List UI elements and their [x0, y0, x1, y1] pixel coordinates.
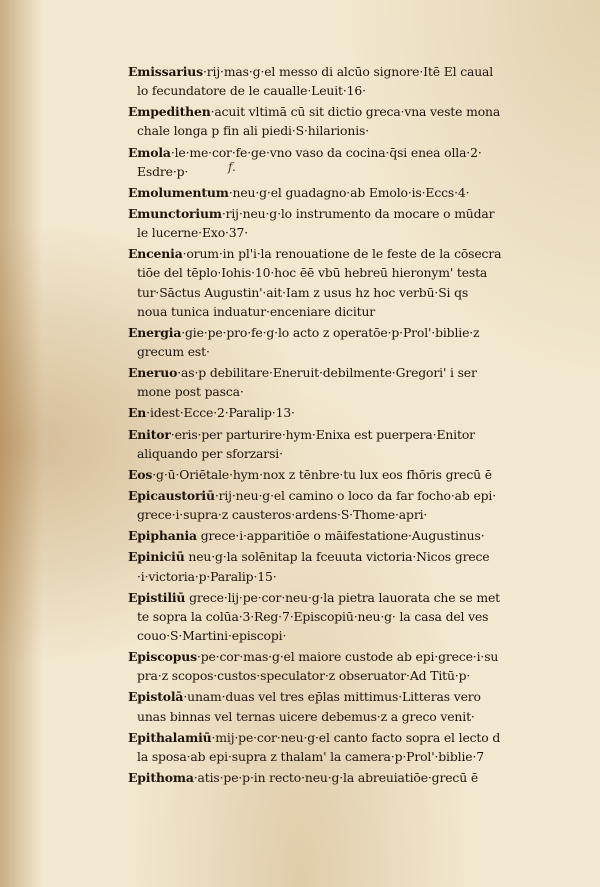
continuation-line [128, 263, 580, 282]
entry-text: ·unam·duas vel tres ep̄las mittimus·Litteras vero [183, 689, 481, 705]
entry-text: ·mij·pe·cor·neu·g·el canto facto sopra el lecto d [211, 729, 501, 745]
entry-text: lo fecundatore de le caualle·Leuit·16· [137, 83, 366, 99]
entry-lemma: Emissarius [128, 64, 203, 79]
entry-line [128, 465, 580, 484]
entry-text: mone post pasca· [137, 384, 244, 400]
entry-text: grece·i·supra·z causteros·ardens·S·Thome·apri· [137, 507, 428, 523]
entry-line [128, 204, 580, 223]
entry-text: tur·Sāctus Augustin'·ait·Iam z usus hz hoc verbū·Si qs [137, 284, 469, 300]
entry-line [128, 425, 580, 444]
entry-lemma: Epicaustoriū [128, 487, 215, 503]
entry-text: ·rij·neu·g·el camino o loco da far focho·ab epi· [214, 487, 497, 503]
entry-line [128, 62, 580, 81]
entry-lemma: Epithoma [128, 769, 194, 785]
entry-lemma: Epistolā [128, 689, 184, 705]
entry-text: ·i·victoria·p·Paralip·15· [137, 568, 277, 584]
continuation-line [128, 607, 580, 626]
entry-text: ·neu·g·el guadagno·ab Emolo·is·Eccs·4· [228, 184, 470, 200]
entry-lemma: Emolumentum [128, 184, 229, 200]
continuation-line [128, 302, 580, 321]
entry-text: aliquando per sforzarsi· [137, 445, 283, 461]
continuation-line [128, 121, 580, 140]
entry-lemma: Emunctorium [128, 205, 222, 221]
continuation-line [128, 707, 580, 726]
entry-text: noua tunica induatur·enceniare dicitur [137, 303, 376, 319]
continuation-line [128, 567, 580, 586]
entry-text: ·as·p debilitare·Eneruit·debilmente·Gregori' i ser [177, 365, 477, 381]
entry-lemma: Enitor [128, 426, 171, 442]
entry-lemma: Eneruo [128, 365, 178, 381]
entry-text: ·g·ū·Oriētale·hym·nox z tēnbre·tu lux eos fhōris grecū ē [152, 466, 492, 482]
entry-line [128, 728, 580, 747]
entry-text: te sopra la colūa·3·Reg·7·Episcopiū·neu·g· la casa del ves [137, 608, 489, 624]
entry-text: ·eris·per parturire·hym·Enixa est puerpera·Enitor [170, 426, 475, 442]
entry-text: grece·lij·pe·cor·neu·g·la pietra lauorata che se met [185, 589, 500, 605]
entry-text: ·rij·mas·g·el messo di alcūo signore·Itē El caual [202, 64, 494, 79]
entry-line [128, 102, 580, 121]
entry-text: ·atis·pe·p·in recto·neu·g·la abreuiatiōe·grecū ē [193, 769, 479, 785]
entry-text: grece·i·apparitiōe o māifestatione·Augustinus· [196, 528, 485, 544]
entry-line [128, 363, 580, 382]
marginal-note: f. [228, 160, 236, 174]
entry-text: couo·S·Martini·episcopi· [137, 627, 287, 643]
entry-lemma: Encenia [128, 246, 183, 262]
entry-text: ·orum·in pl'i·la renouatione de le feste de la cōsecra [182, 246, 502, 262]
entry-text: chale longa p fin ali piedi·S·hilarionis· [137, 123, 370, 139]
entry-text: grecum est· [137, 343, 210, 359]
entry-text: unas binnas vel ternas uicere debemus·z a greco venit· [137, 708, 475, 724]
page-gutter-shadow [0, 0, 42, 887]
entry-line [128, 486, 580, 505]
entry-text: ·gie·pe·pro·fe·g·lo acto z operatōe·p·Prol'·biblie·z [181, 324, 480, 340]
entry-line [128, 143, 580, 162]
continuation-line [128, 626, 580, 645]
entry-lemma: En [128, 405, 147, 421]
entry-line [128, 183, 580, 202]
entry-text: neu·g·la solēnitap la fceuuta victoria·Nicos grece [184, 549, 490, 565]
continuation-line [128, 666, 580, 685]
entry-line [128, 526, 580, 545]
entry-lemma: Emola [128, 144, 171, 160]
entry-lemma: Epiphania [128, 528, 197, 544]
entry-text: la sposa·ab epi·supra z thalam' la camera·p·Prol'·biblie·7 [137, 748, 484, 764]
continuation-line [128, 747, 580, 766]
continuation-line [128, 505, 580, 524]
continuation-line [128, 342, 580, 361]
entry-lemma: Epithalamiū [128, 729, 212, 745]
entry-text: ·acuit vltimā cū sit dictio greca·vna veste mona [210, 104, 501, 120]
entry-line [128, 687, 580, 706]
entry-line [128, 647, 580, 666]
entry-lemma: Energia [128, 324, 182, 340]
entry-line [128, 323, 580, 342]
continuation-line [128, 382, 580, 401]
entry-line [128, 403, 580, 422]
entry-text: le lucerne·Exo·37· [137, 225, 249, 241]
entry-lemma: Eos [128, 466, 153, 482]
glossary-text-block [128, 62, 580, 787]
entry-text: tiōe del tēplo·Iohis·10·hoc ēē vbū hebreū hieronym' testa [137, 265, 488, 281]
entry-lemma: Episcopus [128, 649, 197, 665]
entry-line [128, 244, 580, 263]
entry-text: ·le·me·cor·fe·ge·vno vaso da cocina·q̄si enea olla·2· [170, 144, 482, 160]
entry-text: ·pe·cor·mas·g·el maiore custode ab epi·grece·i·su [196, 649, 499, 665]
entry-line [128, 588, 580, 607]
entry-lemma: Epiniciū [128, 549, 185, 565]
continuation-line [128, 283, 580, 302]
continuation-line [128, 162, 580, 181]
entry-text: Esdre·p· [137, 163, 189, 179]
entry-line [128, 768, 580, 787]
entry-lemma: Empedithen [128, 104, 211, 120]
continuation-line [128, 444, 580, 463]
entry-text: pra·z scopos·custos·speculator·z obseruator·Ad Titū·p· [137, 668, 471, 684]
entry-text: ·rij·neu·g·lo instrumento da mocare o mūdar [221, 205, 495, 221]
entry-lemma: Epistiliū [128, 589, 186, 605]
entry-line [128, 547, 580, 566]
entry-text: ·idest·Ecce·2·Paralip·13· [146, 405, 295, 421]
continuation-line [128, 223, 580, 242]
continuation-line [128, 81, 580, 100]
